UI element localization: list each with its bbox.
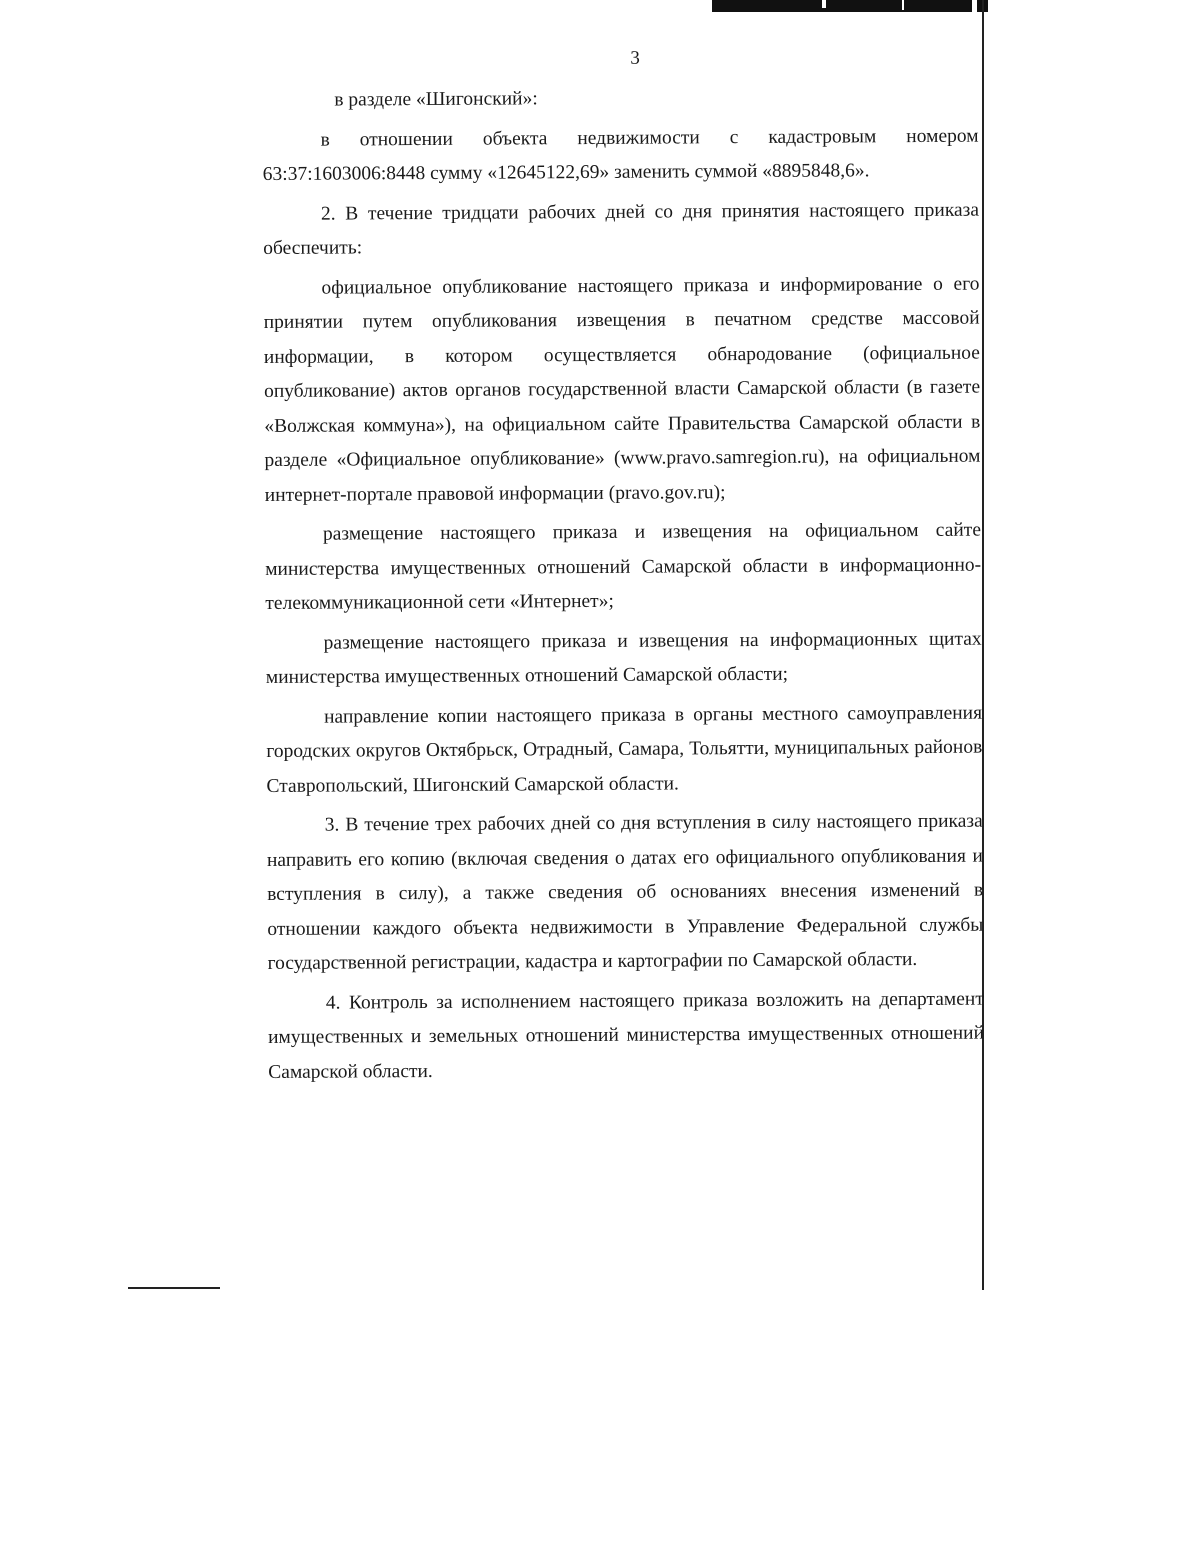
scan-artifact-right-rule bbox=[982, 0, 984, 1290]
paragraph-item-4: 4. Контроль за исполнением настоящего приказа возложить на департамент имущественных и земельных отношений министерства имущественных отношений Самарской области. bbox=[267, 988, 985, 1083]
document-page bbox=[262, 46, 984, 1095]
paragraph-item-2: 2. В течение тридцати рабочих дней со дня принятия настоящего приказа обеспечить: bbox=[263, 199, 980, 259]
scan-artifact-top-bar bbox=[712, 0, 988, 12]
paragraph-copy-to-municipalities: направление копии настоящего приказа в органы местного самоуправления городских округов Октябрьск, Отрадный, Самара, Тольятти, муниципальных районов Ставропольский, Шигонский Самарской области. bbox=[266, 702, 983, 797]
paragraph-cadastral-change: в отношении объекта недвижимости с кадастровым номером 63:37:1603006:8448 сумму «12645122,69» заменить суммой «8895848,6». bbox=[262, 125, 979, 185]
section-intro: в разделе «Шигонский»: bbox=[334, 88, 538, 111]
paragraph-info-boards: размещение настоящего приказа и извещения на информационных щитах министерства имущественных отношений Самарской области; bbox=[265, 628, 982, 688]
paragraph-item-3: 3. В течение трех рабочих дней со дня вступления в силу настоящего приказа направить его копию (включая сведения о датах его официального опубликования и вступления в силу), а также сведения об основаниях внесения изменений в отношении каждого объекта недвижимости в Управление Федеральной службы государственной регистрации, кадастра и картографии по Самарской области. bbox=[266, 810, 984, 974]
page-number: 3 bbox=[630, 47, 640, 69]
footnote-separator-line bbox=[128, 1287, 220, 1289]
paragraph-website-placement: размещение настоящего приказа и извещения на официальном сайте министерства имущественных отношений Самарской области в информационно-телекоммуникационной сети «Интернет»; bbox=[265, 519, 982, 614]
paragraph-official-publication: официальное опубликование настоящего приказа и информирование о его принятии путем опубликования извещения в печатном средстве массовой информации, в котором осуществляется обнародование (официальное опубликование) актов органов государственной власти Самарской области (в газете «Волжская коммуна»), на официальном сайте Правительства Самарской области в разделе «Официальное опубликование» (www.pravo.samregion.ru), на официальном интернет-портале правовой информации (pravo.gov.ru); bbox=[263, 273, 981, 506]
